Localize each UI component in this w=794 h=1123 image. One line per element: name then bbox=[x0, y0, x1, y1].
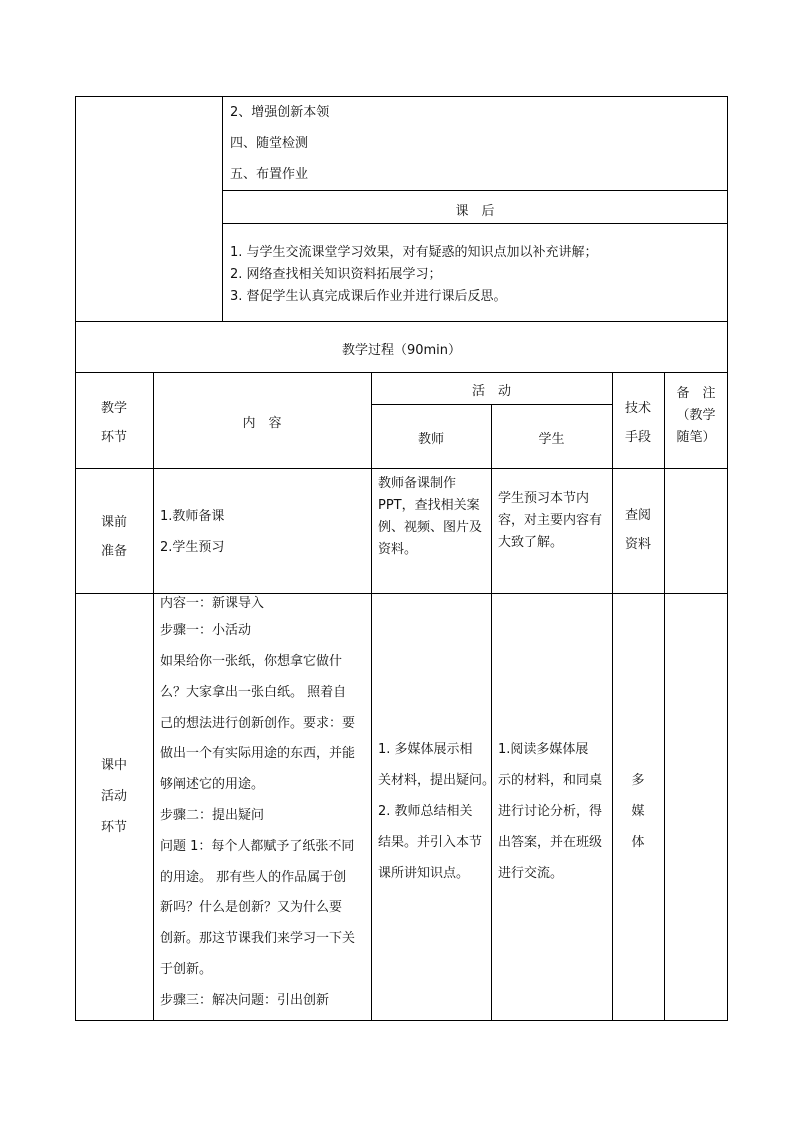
in-class-content-line: 够阐述它的用途。 bbox=[160, 777, 265, 793]
in-class-student-line: 示的材料，和同桌 bbox=[498, 773, 603, 788]
pre-class-stage-line: 准备 bbox=[100, 544, 127, 559]
pre-class-student-line: 学生预习本节内 bbox=[498, 491, 590, 506]
divider-process-title-top bbox=[75, 321, 728, 322]
in-class-content-line: 问题 1：每个人都赋予了纸张不同 bbox=[160, 838, 355, 854]
after-class-item: 3. 督促学生认真完成课后作业并进行课后反思。 bbox=[230, 289, 507, 304]
pre-class-student bbox=[498, 488, 602, 554]
in-class-content-body bbox=[160, 647, 355, 1017]
in-class-student-line: 进行交流。 bbox=[498, 866, 564, 881]
divider-col-tech bbox=[664, 372, 665, 1021]
in-class-content-line: 新吗？什么是创新？又为什么要 bbox=[160, 900, 343, 916]
in-class-content-line: 于创新。 bbox=[160, 961, 213, 977]
in-class-tech-line: 多 bbox=[631, 773, 645, 788]
in-class-student-line: 出答案，并在班级 bbox=[498, 835, 603, 850]
header-teacher: 教师 bbox=[417, 432, 444, 447]
after-class-item: 2. 网络查找相关知识资料拓展学习； bbox=[230, 267, 442, 282]
divider-after-class-top bbox=[222, 190, 728, 191]
header-tech-line: 手段 bbox=[624, 430, 651, 445]
pre-class-stage bbox=[75, 508, 153, 566]
header-tech bbox=[612, 394, 664, 452]
top-item: 五、布置作业 bbox=[230, 167, 309, 182]
pre-class-content bbox=[160, 501, 224, 563]
header-stage-line: 教学 bbox=[100, 401, 127, 416]
header-notes-line: 随笔） bbox=[676, 430, 716, 445]
in-class-stage-line: 环节 bbox=[100, 820, 127, 835]
in-class-teacher-line: 1. 多媒体展示相 bbox=[378, 742, 473, 757]
top-item: 2、增强创新本领 bbox=[230, 105, 330, 120]
in-class-tech-line: 体 bbox=[631, 835, 645, 850]
pre-class-student-line: 大致了解。 bbox=[498, 535, 564, 550]
in-class-teacher bbox=[378, 734, 495, 889]
pre-class-content-line: 1.教师备课 bbox=[160, 509, 225, 524]
header-student: 学生 bbox=[538, 432, 565, 447]
pre-class-stage-line: 课前 bbox=[100, 515, 127, 530]
top-items bbox=[230, 97, 329, 190]
in-class-content-line: 么？大家拿出一张白纸。 照着自 bbox=[160, 684, 347, 700]
pre-class-tech bbox=[612, 501, 664, 559]
in-class-content-line: 己的想法进行创新创作。要求：要 bbox=[160, 715, 356, 731]
pre-class-tech-line: 查阅 bbox=[624, 508, 651, 523]
in-class-teacher-line: 关材料，提出疑问。 bbox=[378, 773, 496, 788]
pre-class-teacher-line: 教师备课制作 bbox=[378, 476, 457, 491]
pre-class-teacher-line: 例、视频、图片及 bbox=[378, 520, 483, 535]
in-class-teacher-line: 2. 教师总结相关 bbox=[378, 804, 473, 819]
in-class-content-line: 如果给你一张纸，你想拿它做什 bbox=[160, 654, 343, 669]
in-class-teacher-line: 课所讲知识点。 bbox=[378, 866, 470, 881]
in-class-content-head bbox=[160, 594, 264, 648]
divider-col-stage bbox=[153, 372, 154, 1021]
divider-col-student bbox=[612, 372, 613, 1021]
header-stage bbox=[75, 394, 153, 452]
in-class-stage bbox=[75, 750, 153, 843]
divider-row-pre bbox=[75, 468, 728, 469]
divider-col-teacher bbox=[491, 404, 492, 1021]
header-stage-line: 环节 bbox=[100, 430, 127, 445]
pre-class-teacher bbox=[378, 473, 482, 561]
pre-class-tech-line: 资料 bbox=[624, 537, 651, 552]
pre-class-student-line: 容，对主要内容有 bbox=[498, 513, 603, 528]
in-class-teacher-line: 结果。并引入本节 bbox=[378, 835, 483, 850]
in-class-content-line: 步骤二：提出疑问 bbox=[160, 807, 265, 823]
header-notes-line: （教学 bbox=[676, 408, 716, 423]
pre-class-content-line: 2.学生预习 bbox=[160, 540, 225, 555]
in-class-content-line: 创新。那这节课我们来学习一下关 bbox=[160, 931, 356, 947]
in-class-student-line: 1.阅读多媒体展 bbox=[498, 742, 589, 757]
divider-after-class-header bbox=[222, 223, 728, 224]
header-content: 内 容 bbox=[242, 416, 282, 431]
after-class-list bbox=[230, 242, 598, 308]
top-item: 四、随堂检测 bbox=[230, 136, 309, 151]
in-class-content-line: 步骤三：解决问题：引出创新 bbox=[160, 992, 330, 1008]
header-notes bbox=[664, 383, 728, 449]
header-tech-line: 技术 bbox=[624, 401, 651, 416]
in-class-student bbox=[498, 734, 602, 889]
after-class-item: 1. 与学生交流课堂学习效果，对有疑惑的知识点加以补充讲解； bbox=[230, 245, 598, 260]
in-class-tech-line: 媒 bbox=[631, 804, 645, 819]
pre-class-teacher-line: 资料。 bbox=[378, 542, 418, 557]
header-notes-line: 备 注 bbox=[676, 386, 716, 401]
in-class-content-line: 步骤一：小活动 bbox=[160, 623, 252, 638]
in-class-stage-line: 课中 bbox=[100, 758, 127, 773]
after-class-header: 课 后 bbox=[455, 204, 495, 219]
in-class-content-line: 内容一：新课导入 bbox=[160, 596, 265, 611]
in-class-content-line: 的用途。 那有些人的作品属于创 bbox=[160, 869, 347, 885]
in-class-stage-line: 活动 bbox=[100, 789, 127, 804]
in-class-student-line: 进行讨论分析，得 bbox=[498, 804, 603, 819]
divider-header-top bbox=[75, 372, 728, 373]
pre-class-teacher-line: PPT，查找相关案 bbox=[378, 498, 480, 513]
in-class-content-line: 做出一个有实际用途的东西，并能 bbox=[160, 746, 356, 762]
process-title: 教学过程（90min） bbox=[341, 343, 462, 358]
divider-col-content bbox=[371, 372, 372, 1021]
in-class-tech bbox=[612, 765, 664, 858]
header-activity: 活 动 bbox=[471, 384, 511, 399]
